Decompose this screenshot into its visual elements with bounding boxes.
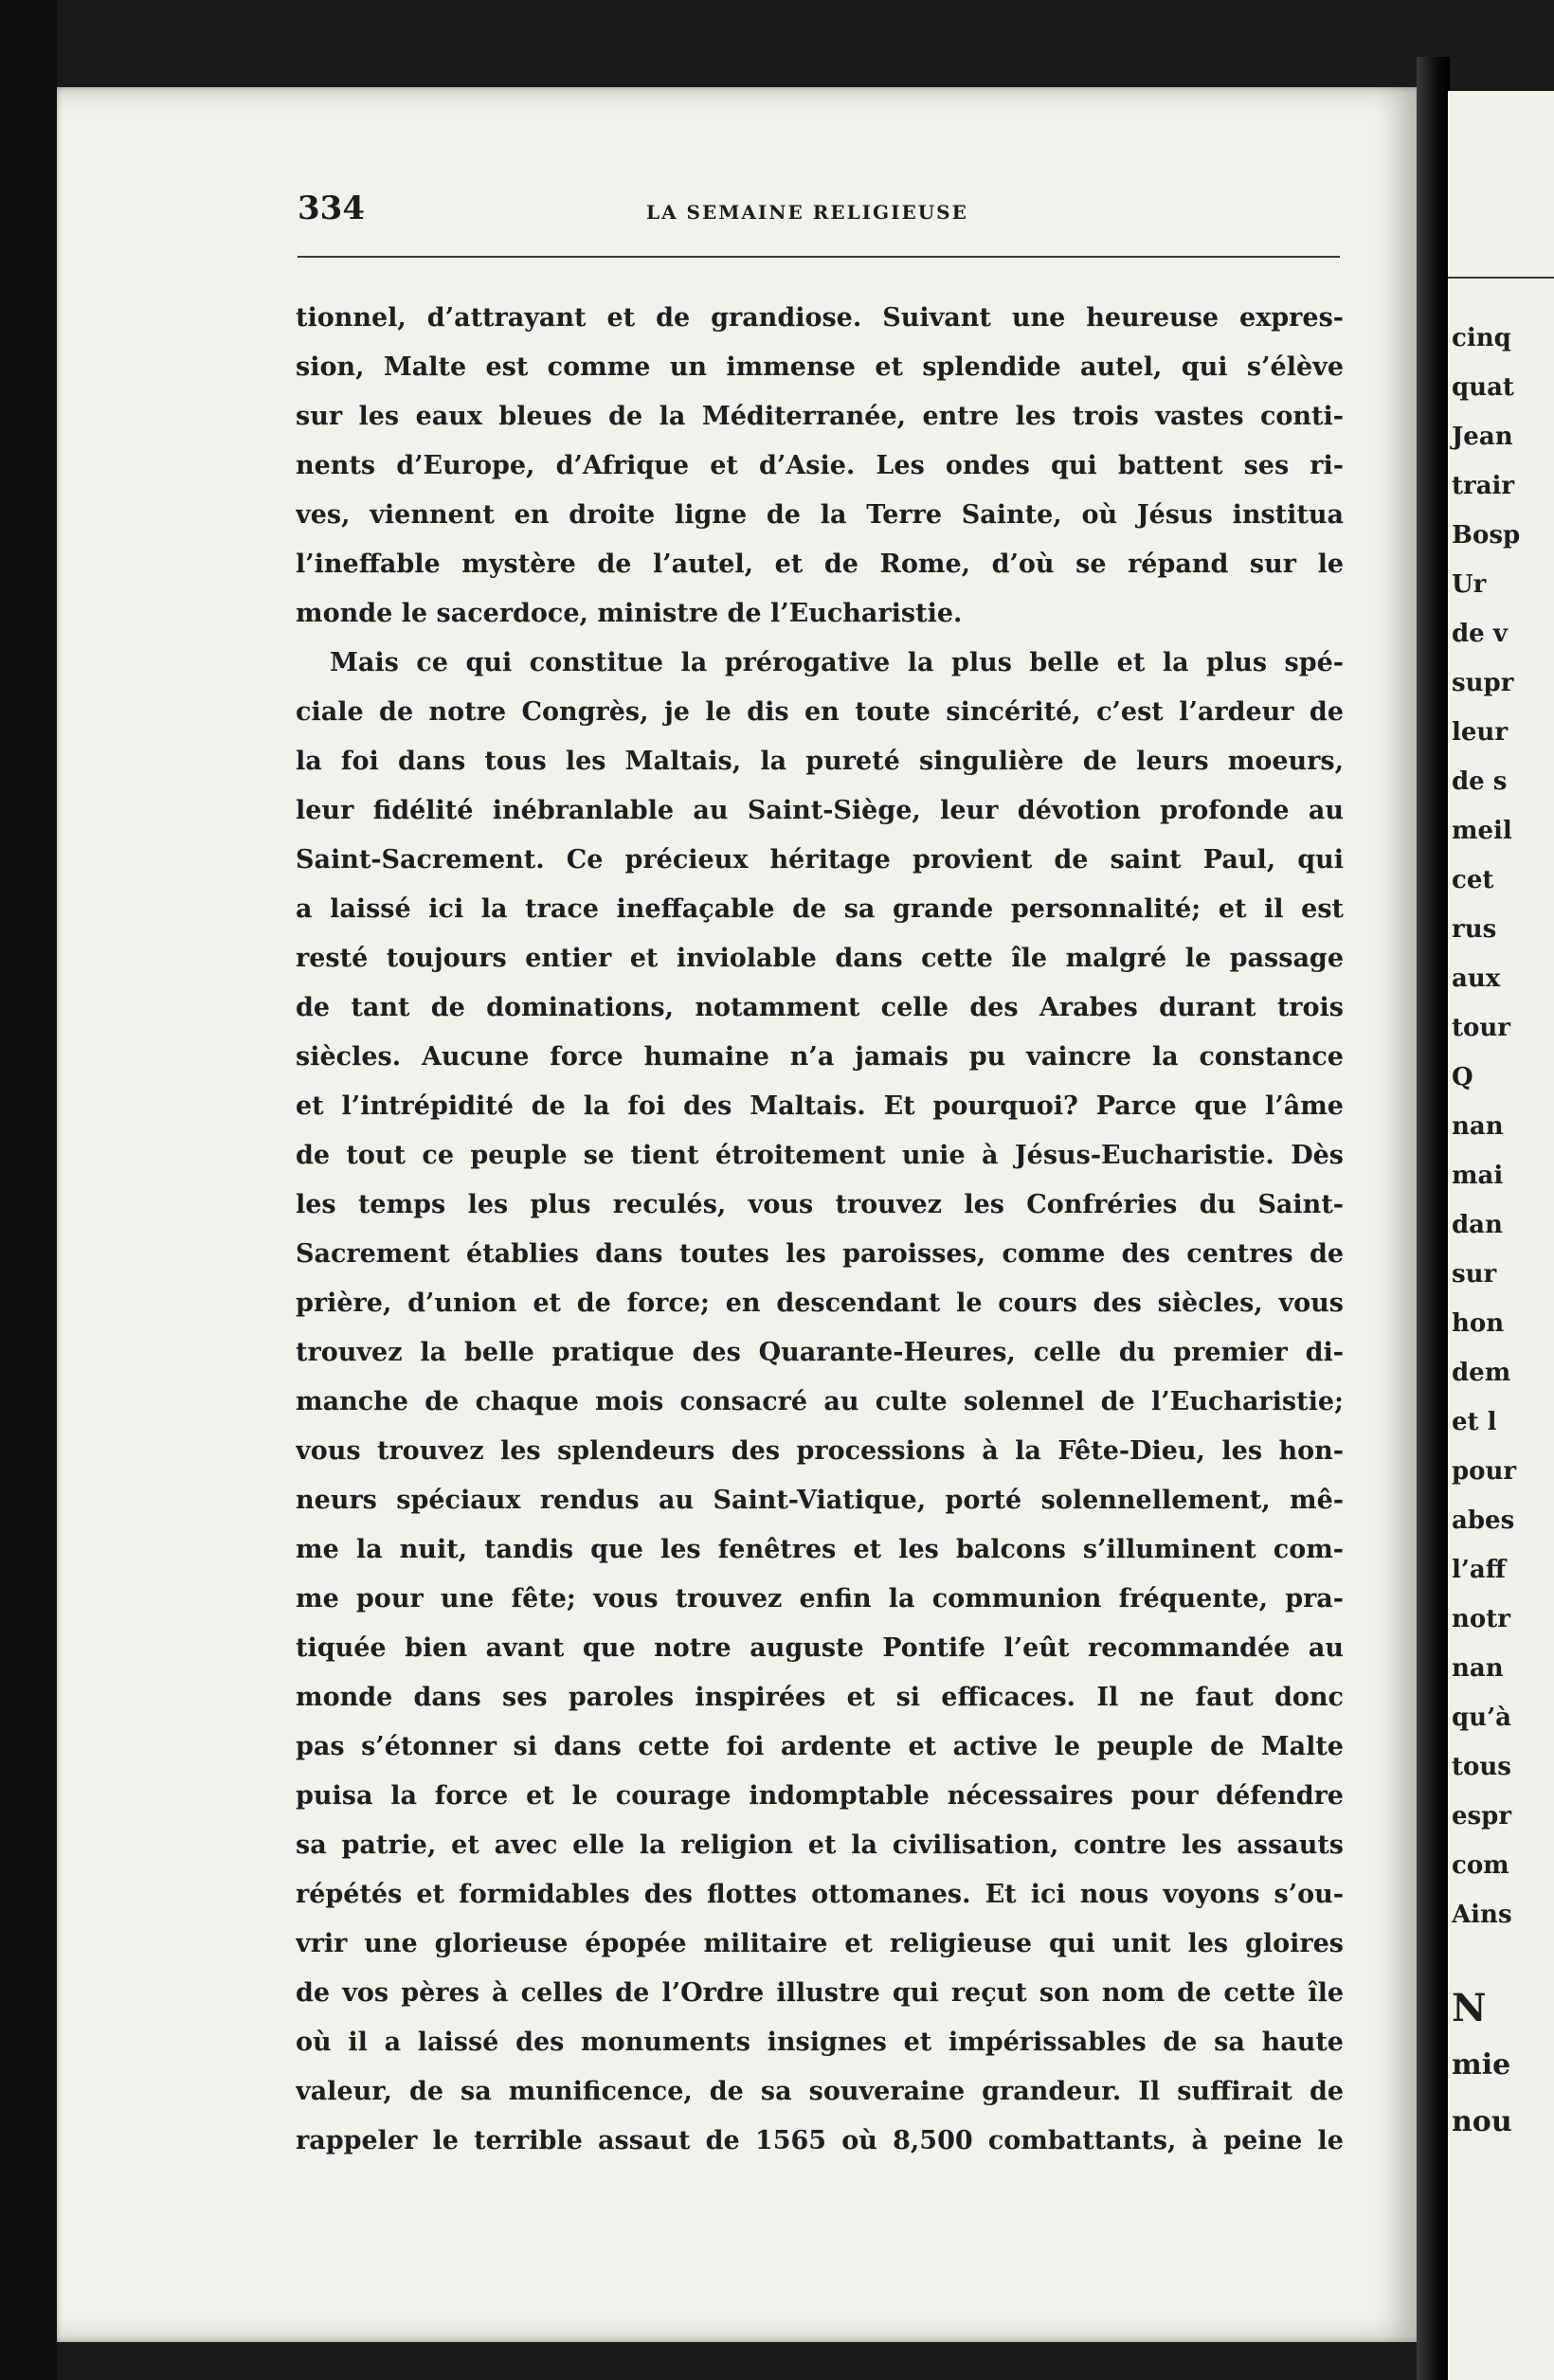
facing-text-fragment: mai [1452,1162,1504,1190]
text-line: vrir une glorieuse épopée militaire et religieuse qui unit les gloires [296,1929,1344,1958]
facing-text-fragment: trair [1452,472,1515,500]
text-line: resté toujours entier et inviolable dans cette île malgré le passage [296,944,1344,973]
facing-text-fragment: com [1452,1851,1509,1880]
body-text [296,294,1344,2166]
text-line: ciale de notre Congrès, je le dis en toute sincérité, c’est l’ardeur de [296,697,1344,727]
running-head [298,189,1340,237]
text-line: monde le sacerdoce, ministre de l’Eucharistie. [296,599,963,628]
text-line: Saint-Sacrement. Ce précieux héritage provient de saint Paul, qui [296,845,1344,874]
page-number: 334 [298,189,365,227]
header-rule [298,256,1340,258]
facing-text-fragment: de s [1452,767,1508,796]
facing-text-fragment: sur [1452,1260,1497,1289]
text-line: vous trouvez les splendeurs des processions à la Fête-Dieu, les hon- [296,1436,1344,1466]
text-line: répétés et formidables des flottes ottomanes. Et ici nous voyons s’ou- [296,1880,1344,1909]
text-line: Sacrement établies dans toutes les paroisses, comme des centres de [296,1239,1344,1269]
facing-text-fragment: qu’à [1452,1704,1511,1732]
text-line: l’ineffable mystère de l’autel, et de Rome, d’où se répand sur le [296,550,1344,579]
facing-text-fragment: dan [1452,1211,1503,1239]
facing-text-fragment: tour [1452,1014,1510,1042]
text-line: valeur, de sa munificence, de sa souveraine grandeur. Il suffirait de [296,2077,1344,2106]
text-line: puisa la force et le courage indomptable nécessaires pour défendre [296,1781,1344,1811]
text-line: de tout ce peuple se tient étroitement unie à Jésus-Eucharistie. Dès [296,1141,1344,1170]
facing-text-fragment: nou [1452,2105,1512,2138]
facing-text-fragment: notr [1452,1605,1510,1633]
text-line: monde dans ses paroles inspirées et si efficaces. Il ne faut donc [296,1683,1344,1712]
facing-text-fragment: supr [1452,669,1514,697]
text-line: les temps les plus reculés, vous trouvez les Confréries du Saint- [296,1190,1344,1219]
facing-text-fragment: nan [1452,1112,1504,1141]
facing-text-fragment: et l [1452,1408,1497,1436]
facing-page-column [1448,91,1554,2380]
facing-text-fragment: Bosp [1452,521,1521,550]
facing-text-fragment: abes [1452,1506,1515,1535]
text-line: manche de chaque mois consacré au culte solennel de l’Eucharistie; [296,1387,1344,1416]
facing-text-fragment: espr [1452,1802,1512,1830]
text-line: la foi dans tous les Maltais, la pureté singulière de leurs moeurs, [296,747,1344,776]
text-line: sur les eaux bleues de la Méditerranée, entre les trois vastes conti- [296,402,1344,431]
facing-text-fragment: Jean [1452,423,1513,451]
facing-text-fragment: mie [1452,2048,1511,2082]
facing-text-fragment: pour [1452,1457,1517,1486]
facing-text-fragment: cinq [1452,324,1511,352]
text-line: neurs spéciaux rendus au Saint-Viatique, porté solennellement, mê- [296,1486,1344,1515]
text-line: me la nuit, tandis que les fenêtres et les balcons s’illuminent com- [296,1535,1344,1564]
text-line: et l’intrépidité de la foi des Maltais. Et pourquoi? Parce que l’âme [296,1091,1344,1121]
text-line: trouvez la belle pratique des Quarante-Heures, celle du premier di- [296,1338,1344,1367]
facing-text-fragment: aux [1452,965,1501,993]
text-line: sa patrie, et avec elle la religion et la civilisation, contre les assauts [296,1830,1344,1860]
text-line: leur fidélité inébranlable au Saint-Siège, leur dévotion profonde au [296,796,1344,825]
book-page-right [1448,91,1554,2380]
text-line: me pour une fête; vous trouvez enfin la communion fréquente, pra- [296,1584,1344,1614]
facing-text-fragment: Ains [1452,1901,1512,1929]
text-line: tiquée bien avant que notre auguste Pontife l’eût recommandée au [296,1633,1344,1663]
text-line: a laissé ici la trace ineffaçable de sa grande personnalité; et il est [296,894,1344,924]
running-title: LA SEMAINE RELIGIEUSE [646,201,968,224]
facing-text-fragment: Ur [1452,570,1487,599]
book-gutter [1417,57,1450,2380]
facing-text-fragment: nan [1452,1654,1504,1683]
facing-text-fragment: de v [1452,620,1508,648]
facing-text-fragment: leur [1452,718,1509,747]
text-line: tionnel, d’attrayant et de grandiose. Suivant une heureuse expres- [296,303,1344,333]
text-line: prière, d’union et de force; en descendant le cours des siècles, vous [296,1289,1344,1318]
facing-text-fragment: cet [1452,866,1494,894]
facing-heading-fragment: N [1452,1986,1487,2030]
text-line: pas s’étonner si dans cette foi ardente et active le peuple de Malte [296,1732,1344,1761]
facing-text-fragment: quat [1452,373,1514,402]
facing-header-rule [1448,277,1554,279]
text-line: rappeler le terrible assaut de 1565 où 8,500 combattants, à peine le [296,2126,1344,2155]
facing-text-fragment: Q [1452,1063,1473,1091]
text-line: ves, viennent en droite ligne de la Terre Sainte, où Jésus institua [296,500,1344,530]
facing-text-fragment: l’aff [1452,1556,1507,1584]
scan-left-margin [0,0,57,2380]
text-line: de vos pères à celles de l’Ordre illustre qui reçut son nom de cette île [296,1978,1344,2008]
text-line: nents d’Europe, d’Afrique et d’Asie. Les ondes qui battent ses ri- [296,451,1344,480]
text-line: sion, Malte est comme un immense et splendide autel, qui s’élève [296,352,1344,382]
text-line: siècles. Aucune force humaine n’a jamais pu vaincre la constance [296,1042,1344,1072]
facing-text-fragment: meil [1452,817,1512,845]
facing-text-fragment: tous [1452,1753,1511,1781]
text-line: Mais ce qui constitue la prérogative la plus belle et la plus spé- [330,648,1344,677]
facing-text-fragment: hon [1452,1309,1505,1338]
text-line: où il a laissé des monuments insignes et impérissables de sa haute [296,2028,1344,2057]
facing-text-fragment: dem [1452,1359,1511,1387]
text-line: de tant de dominations, notamment celle des Arabes durant trois [296,993,1344,1022]
facing-text-fragment: rus [1452,915,1497,944]
